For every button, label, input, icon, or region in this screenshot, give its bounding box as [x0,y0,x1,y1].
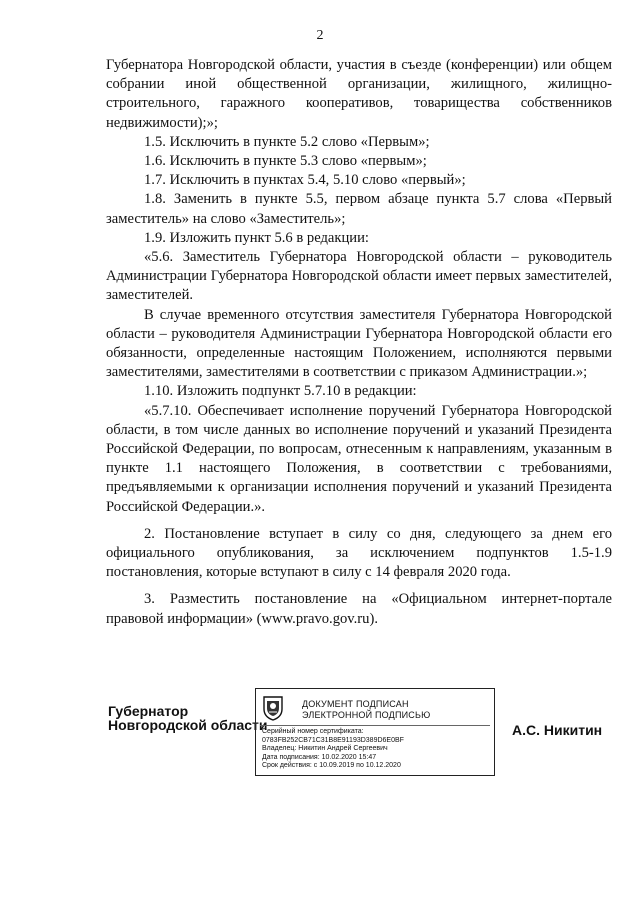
paragraph-3: 3. Разместить постановление на «Официальном интернет-портале правовой информации» (www.pravo.gov.ru). [106,591,612,627]
paragraph-2: 2. Постановление вступает в силу со дня, следующего за днем его официального опубликования, за исключением подпунктов 1.5-1.9 постановления, которые вступают в силу с 14 февраля 2020 года. [106,525,612,581]
signatory-title-line1: Губернатор [108,703,189,719]
coat-of-arms-icon [262,695,284,721]
stamp-divider [260,725,490,726]
paragraph-continuation: Губернатора Новгородской области, участия в съезде (конференции) или общем собрании иной общественной организации, жилищного, жилищно-строительного, гаражного кооперативов, товарищества собственников недвижимости);»; [106,57,612,131]
stamp-title [302,699,430,721]
stamp-header [260,693,490,723]
certificate-number: 0783FB252CB71C31B8E91193D389D6E0BF [262,736,404,744]
paragraph-5-6: «5.6. Заместитель Губернатора Новгородской области – руководитель Администрации Губернатора Новгородской области имеет первых заместителей, заместителей. [106,249,612,304]
signatory-title [108,704,268,732]
signatory-name: А.С. Никитин [512,722,603,738]
stamp-details [262,728,404,771]
stamp-title-line1: ДОКУМЕНТ ПОДПИСАН [302,699,409,709]
paragraph-1-8: 1.8. Заменить в пункте 5.5, первом абзаце пункта 5.7 слова «Первый заместитель» на слово «Заместитель»; [106,191,612,227]
paragraph-1-10: 1.10. Изложить подпункт 5.7.10 в редакции: [144,383,417,400]
stamp-title-line2: ЭЛЕКТРОННОЙ ПОДПИСЬЮ [302,710,431,720]
certificate-label: Серийный номер сертификата: [262,728,364,735]
certificate-validity: Срок действия: с 10.09.2019 по 10.12.2020 [262,762,401,770]
paragraph-1-9: 1.9. Изложить пункт 5.6 в редакции: [144,229,369,246]
page-number: 2 [316,28,324,43]
paragraph-5-6-absence: В случае временного отсутствия заместителя Губернатора Новгородской области – руководителя Администрации Губернатора Новгородской области его обязанности, определенные настоящим Положением, исполняются первыми заместителями, заместителями в соответствии с приказом Администрации.»; [106,306,612,381]
paragraph-1-7: 1.7. Исключить в пунктах 5.4, 5.10 слово «первый»; [144,172,466,189]
electronic-signature-stamp [255,688,495,776]
signing-date: Дата подписания: 10.02.2020 15:47 [262,753,377,761]
signatory-title-line2: Новгородской области [108,717,268,733]
certificate-owner: Владелец: Никитин Андрей Сергеевич [262,745,388,753]
paragraph-1-6: 1.6. Исключить в пункте 5.3 слово «первым»; [144,153,427,170]
document-body [106,56,612,629]
paragraph-5-7-10: «5.7.10. Обеспечивает исполнение поручений Губернатора Новгородской области, в том числе данных во исполнение поручений и указаний Президента Российской Федерации, по вопросам, отнесенным к направлениям, указанным в пункте 1.1 настоящего Положения, в соответствии с требованиями, предъявляемыми к организации исполнения поручений и указаний Президента Российской Федерации.». [106,402,612,515]
paragraph-1-5: 1.5. Исключить в пункте 5.2 слово «Первым»; [144,133,430,150]
